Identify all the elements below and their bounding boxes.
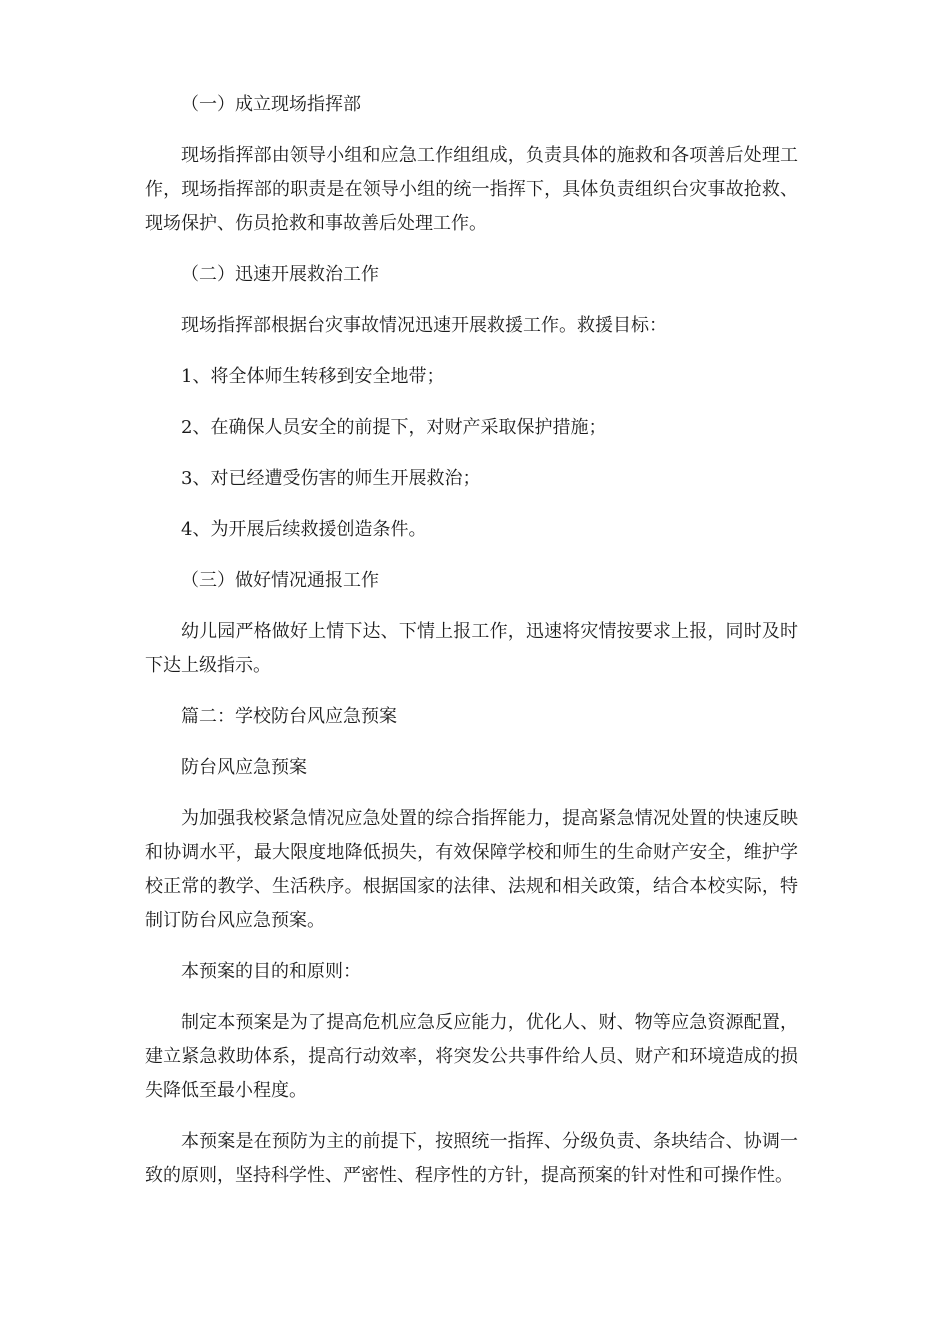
- list-item-1: 1、将全体师生转移到安全地带；: [181, 366, 445, 387]
- list-item-2: 2、在确保人员安全的前提下，对财产采取保护措施；: [181, 417, 607, 438]
- paragraph-reporting: 幼儿园严格做好上情下达、下情上报工作，迅速将灾情按要求上报，同时及时下达上级指示。: [145, 621, 798, 676]
- paragraph-introduction: 为加强我校紧急情况应急处置的综合指挥能力，提高紧急情况处置的快速反映和协调水平，最大限度地降低损失，有效保障学校和师生的生命财产安全，维护学校正常的教学、生活秩序。根据国家的法律、法规和相关政策，结合本校实际，特制订防台风应急预案。: [145, 808, 798, 931]
- list-item-4: 4、为开展后续救援创造条件。: [181, 519, 427, 540]
- section-heading-1: （一）成立现场指挥部: [181, 94, 361, 115]
- list-item-3: 3、对已经遭受伤害的师生开展救治；: [181, 468, 481, 489]
- document-page: [145, 88, 798, 1193]
- paragraph-command-post: 现场指挥部由领导小组和应急工作组组成，负责具体的施救和各项善后处理工作，现场指挥部的职责是在领导小组的统一指挥下，具体负责组织台灾事故抢救、现场保护、伤员抢救和事故善后处理工作。: [145, 145, 798, 234]
- chapter-title: 篇二：学校防台风应急预案: [181, 706, 397, 727]
- plan-title: 防台风应急预案: [181, 757, 307, 778]
- paragraph-purpose: 制定本预案是为了提高危机应急反应能力，优化人、财、物等应急资源配置，建立紧急救助体系，提高行动效率，将突发公共事件给人员、财产和环境造成的损失降低至最小程度。: [145, 1012, 798, 1101]
- section-heading-2: （二）迅速开展救治工作: [181, 264, 379, 285]
- paragraph-principles: 本预案是在预防为主的前提下，按照统一指挥、分级负责、条块结合、协调一致的原则，坚持科学性、严密性、程序性的方针，提高预案的针对性和可操作性。: [145, 1131, 798, 1186]
- section-heading-3: （三）做好情况通报工作: [181, 570, 379, 591]
- paragraph-purpose-heading: 本预案的目的和原则：: [181, 961, 361, 982]
- paragraph-rescue-goals: 现场指挥部根据台灾事故情况迅速开展救援工作。救援目标：: [181, 315, 667, 336]
